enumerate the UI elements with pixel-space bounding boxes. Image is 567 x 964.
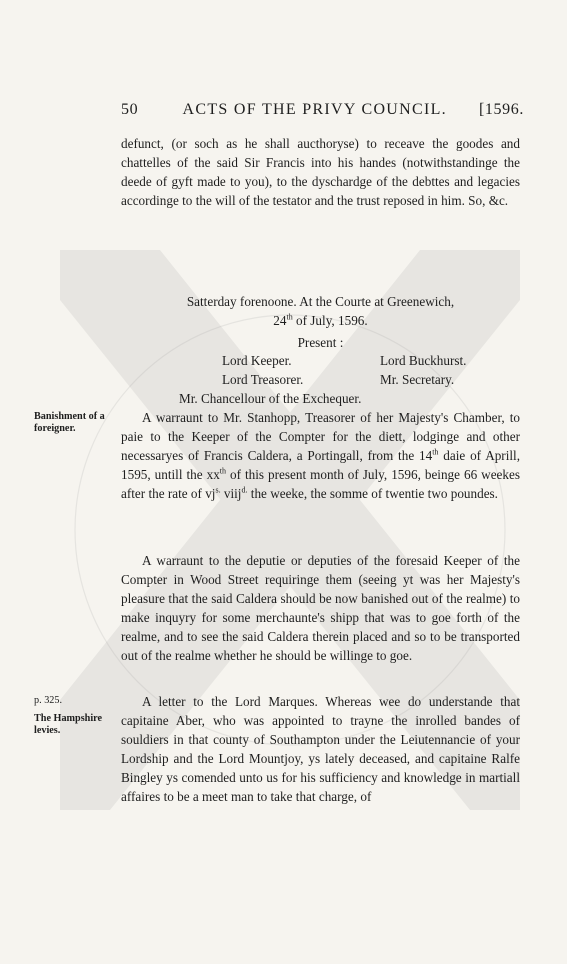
running-header — [121, 101, 524, 119]
paragraph-warrant-stanhopp: A warraunt to Mr. Stanhopp, Treasorer of her Majesty's Chamber, to paie to the Keeper of the Compter for the diett, lodginge and other necessaryes of Francis Caldera, a Portingall, from the 14th daie of Aprill, 1595, untill the $xx^{th}$ of this present month of July, 1596, beinge 66 weekes after the rate of $vj^{s.}$ viij$^{d.}$ the weeke, the somme of twentie two poundes. — [121, 410, 520, 501]
members-row — [121, 370, 520, 389]
present-label: Present : — [297, 335, 344, 350]
member-name: Lord Treasorer. — [222, 372, 304, 387]
members-list — [121, 351, 520, 408]
margin-note-banishment: Banishment of a foreigner. — [34, 411, 105, 434]
page-number: 50 — [121, 101, 139, 118]
sitting-line-2: 24th of July, 1596. — [273, 312, 368, 328]
paragraph-defunct: defunct, (or soch as he shall aucthoryse) to receave the goodes and chattelles of the said Sir Francis into his handes (notwithstandinge the deede of gyft made to you), to the dyschardge of the debttes and legacies accordinge to the will of the testator and the trust reposed in him. So, &c. — [121, 136, 520, 208]
members-row — [121, 351, 520, 370]
sitting-heading — [121, 292, 520, 330]
paragraph-warrant-compter: A warraunt to the deputie or deputies of the foresaid Keeper of the Compter in Wood Street requiringe them (seeing yt was her Majesty's pleasure that the said Caldera should be now banished out of the realme) to make inquyry for some merchaunte's shipp that was to goe forth of the realme, and to see the said Caldera therein placed and so to be transported out of the realme whether he should be willinge to goe. — [121, 553, 520, 663]
margin-page-reference: p. 325. — [34, 695, 63, 706]
sitting-line-1: Satterday forenoone. At the Courte at Greenewich, — [186, 294, 455, 309]
member-name: Mr. Chancellour of the Exchequer. — [179, 391, 362, 406]
running-year: [1596. — [479, 101, 524, 118]
running-title: ACTS OF THE PRIVY COUNCIL. — [182, 101, 447, 118]
member-name: Lord Keeper. — [222, 353, 292, 368]
paragraph-letter-lord-marques: A letter to the Lord Marques. Whereas wee do understande that capitaine Aber, who was appointed to trayne the inrolled bandes of souldiers in that county of Southampton under the Leiutennancie of your Lordship and the Lord Mountjoy, ys lately deceased, and capitaine Ralfe Bingley ys comended unto us for his sufficiency and knowledge in martiall affaires to be a meet man to take that charge, of — [121, 694, 520, 804]
member-name: Lord Buckhurst. — [380, 353, 467, 368]
member-name: Mr. Secretary. — [380, 372, 455, 387]
margin-note-hampshire-levies: The Hampshire levies. — [34, 713, 103, 736]
